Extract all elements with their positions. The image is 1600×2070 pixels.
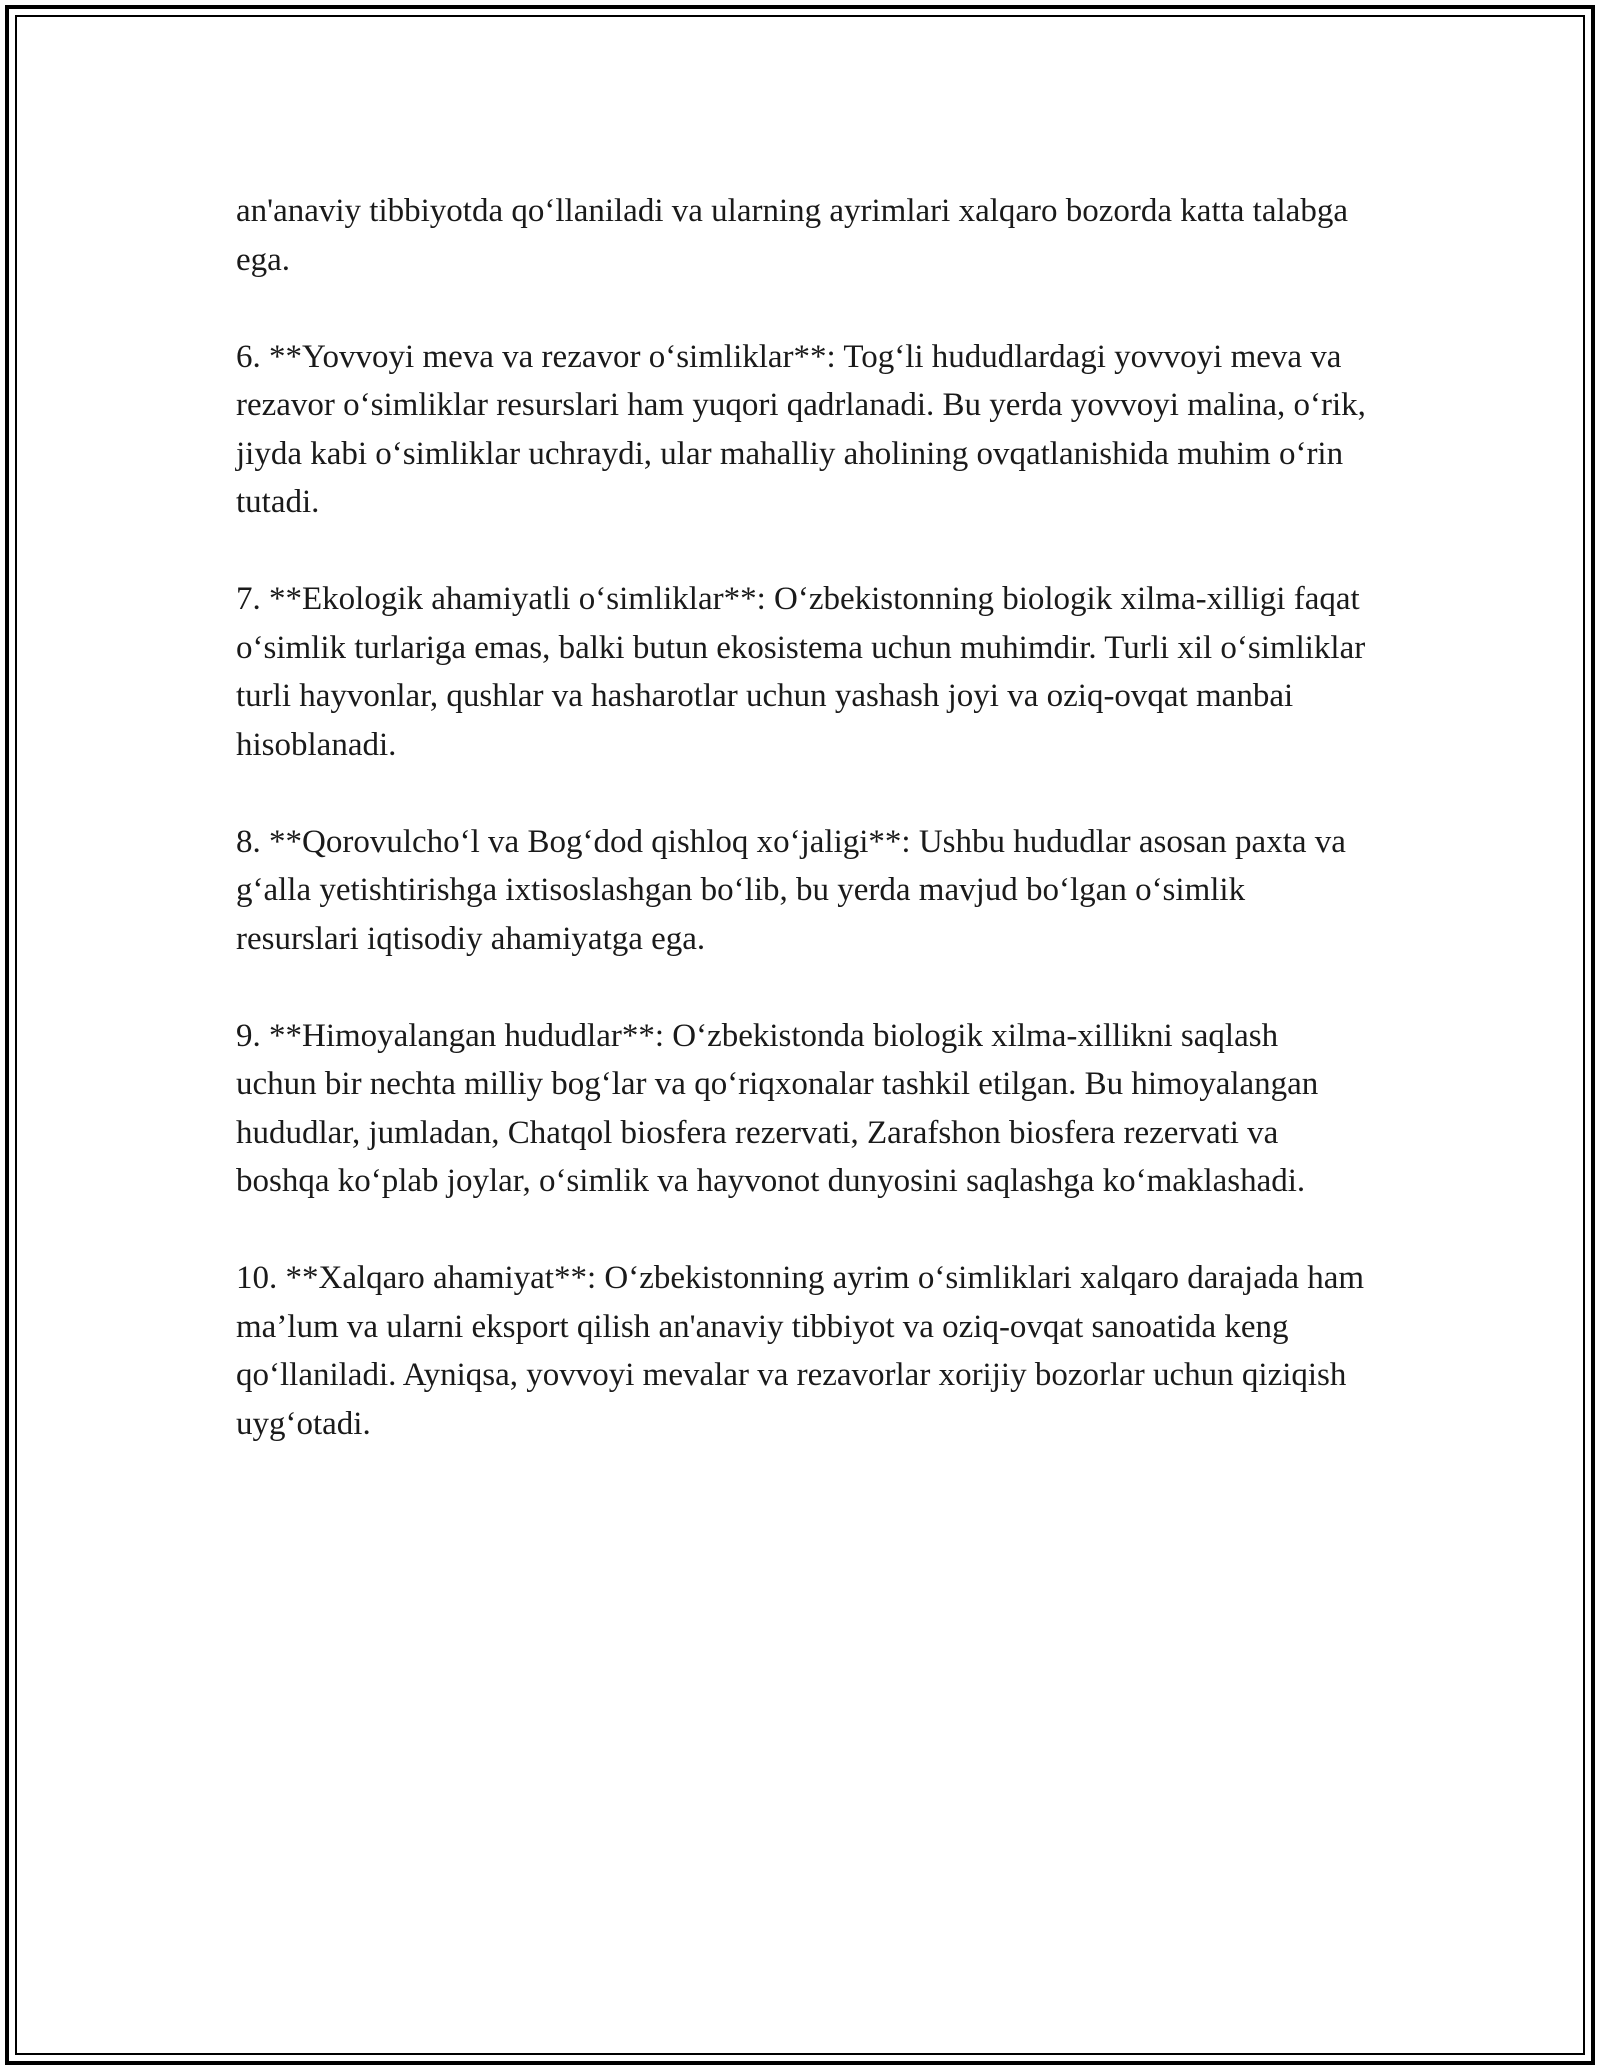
paragraph-item-10: 10. **Xalqaro ahamiyat**: O‘zbekistonning ayrim o‘simliklari xalqaro darajada ham ma’lum va ularni eksport qilish an'anaviy tibbiyot va oziq-ovqat sanoatida keng qo‘llaniladi. Ayniqsa, yovvoyi mevalar va rezavorlar xorijiy bozorlar uchun qiziqish uyg‘otadi.	[236, 1260, 1365, 1442]
paragraph-item-9: 9. **Himoyalangan hududlar**: O‘zbekistonda biologik xilma-xillikni saqlash uchun bir nechta milliy bog‘lar va qo‘riqxonalar tashkil etilgan. Bu himoyalangan hududlar, jumladan, Chatqol biosfera rezervati, Zarafshon biosfera rezervati va boshqa ko‘plab joylar, o‘simlik va hayvonot dunyosini saqlashga ko‘maklashadi.	[236, 1017, 1319, 1199]
paragraph-item-8: 8. **Qorovulcho‘l va Bog‘dod qishloq xo‘jaligi**: Ushbu hududlar asosan paxta va g‘alla yetishtirishga ixtisoslashgan bo‘lib, bu yerda mavjud bo‘lgan o‘simlik resurslari iqtisodiy ahamiyatga ega.	[236, 823, 1346, 957]
paragraph-item-6: 6. **Yovvoyi meva va rezavor o‘simliklar**: Tog‘li hududlardagi yovvoyi meva va rezavor o‘simliklar resurslari ham yuqori qadrlanadi. Bu yerda yovvoyi malina, o‘rik, jiyda kabi o‘simliklar uchraydi, ular mahalliy aholining ovqatlanishida muhim o‘rin tutadi.	[236, 338, 1366, 520]
paragraph-continuation: an'anaviy tibbiyotda qo‘llaniladi va ularning ayrimlari xalqaro bozorda katta talabga ega.	[236, 193, 1348, 278]
document-body	[236, 187, 1366, 1497]
paragraph-item-7: 7. **Ekologik ahamiyatli o‘simliklar**: O‘zbekistonning biologik xilma-xilligi faqat o‘simlik turlariga emas, balki butun ekosistema uchun muhimdir. Turli xil o‘simliklar turli hayvonlar, qushlar va hasharotlar uchun yashash joyi va oziq-ovqat manbai hisoblanadi.	[236, 581, 1366, 763]
